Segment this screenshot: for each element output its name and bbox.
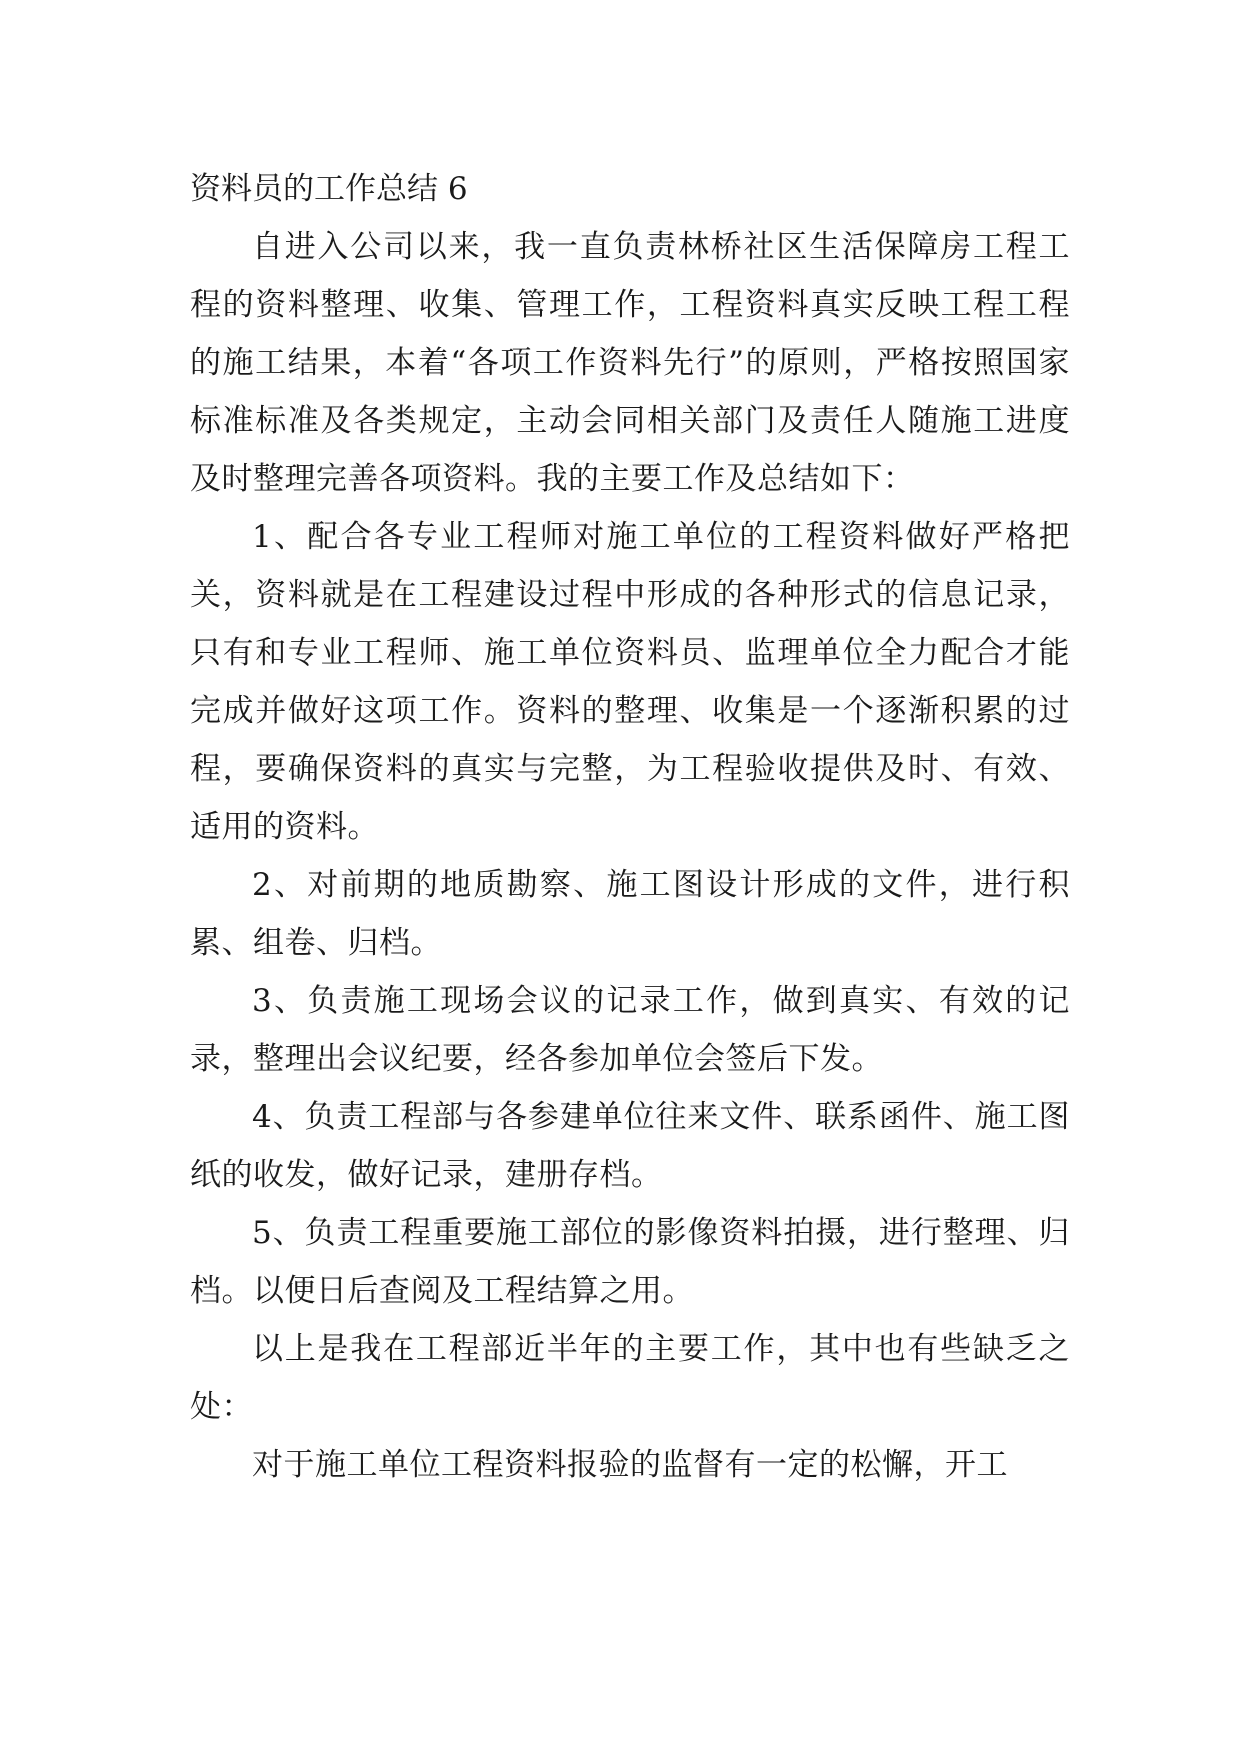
document-body — [190, 160, 1070, 1494]
paragraph-item-1: 1、配合各专业工程师对施工单位的工程资料做好严格把关，资料就是在工程建设过程中形成的各种形式的信息记录，只有和专业工程师、施工单位资料员、监理单位全力配合才能完成并做好这项工作。资料的整理、收集是一个逐渐积累的过程，要确保资料的真实与完整，为工程验收提供及时、有效、适用的资料。 — [190, 519, 1070, 845]
paragraph-item-5: 5、负责工程重要施工部位的影像资料拍摄，进行整理、归档。以便日后查阅及工程结算之用。 — [190, 1215, 1070, 1309]
paragraph-summary: 以上是我在工程部近半年的主要工作，其中也有些缺乏之处： — [190, 1331, 1070, 1425]
paragraph-item-3: 3、负责施工现场会议的记录工作，做到真实、有效的记录，整理出会议纪要，经各参加单位会签后下发。 — [190, 983, 1070, 1077]
paragraph-intro: 自进入公司以来，我一直负责林桥社区生活保障房工程工程的资料整理、收集、管理工作，工程资料真实反映工程工程的施工结果，本着“各项工作资料先行”的原则，严格按照国家标准标准及各类规定，主动会同相关部门及责任人随施工进度及时整理完善各项资料。我的主要工作及总结如下： — [190, 229, 1070, 497]
paragraph-shortcomings: 对于施工单位工程资料报验的监督有一定的松懈，开工 — [252, 1447, 1008, 1483]
paragraph-item-4: 4、负责工程部与各参建单位往来文件、联系函件、施工图纸的收发，做好记录，建册存档。 — [190, 1099, 1070, 1193]
document-title: 资料员的工作总结 6 — [190, 171, 468, 207]
paragraph-item-2: 2、对前期的地质勘察、施工图设计形成的文件，进行积累、组卷、归档。 — [190, 867, 1070, 961]
